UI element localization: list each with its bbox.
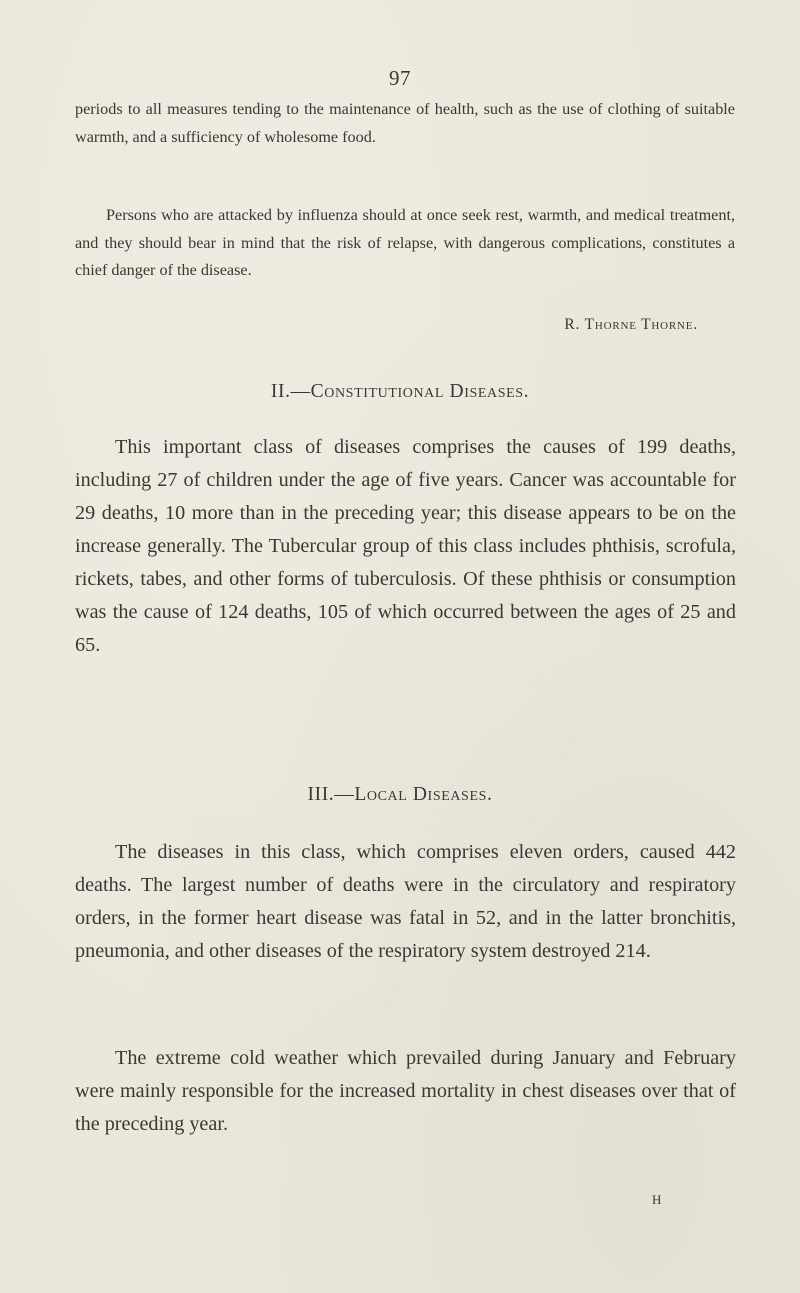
printer-signature-mark: H: [652, 1192, 663, 1207]
intro-paragraph-continued: [75, 96, 735, 151]
paragraph-text: This important class of diseases comprises the causes of 199 deaths, including 27 of children under the age of five years. Cancer was accountable for 29 deaths, 10 more than in the preceding year; this disease appears to be on the increase generally. The Tubercular group of this class includes phthisis, scrofula, rickets, tabes, and other forms of tuberculosis. Of these phthisis or consumption was the cause of 124 deaths, 105 of which occurred between the ages of 25 and 65.: [75, 436, 736, 656]
section-constitutional-diseases-body: [75, 431, 736, 662]
intro-paragraph-influenza: [75, 202, 735, 285]
paragraph-text: The extreme cold weather which prevailed during January and February were mainly responsible for the increased mortality in chest diseases over that of the preceding year.: [75, 1047, 736, 1135]
paragraph-text: The diseases in this class, which comprises eleven orders, caused 442 deaths. The largest number of deaths were in the circulatory and respiratory orders, in the former heart disease was fatal in 52, and in the latter bronchitis, pneumonia, and other diseases of the respiratory system destroyed 214.: [75, 841, 736, 962]
paragraph-text: periods to all measures tending to the maintenance of health, such as the use of clothing of suitable warmth, and a sufficiency of wholesome food.: [75, 100, 735, 146]
page-number: 97: [389, 66, 411, 90]
author-signature: R. Thorne Thorne.: [564, 316, 698, 333]
paragraph-text: Persons who are attacked by influenza should at once seek rest, warmth, and medical treatment, and they should bear in mind that the risk of relapse, with dangerous complications, constitutes a chief danger of the disease.: [75, 206, 735, 279]
section-local-diseases-body: [75, 836, 736, 968]
section-local-diseases-weather-paragraph: [75, 1042, 736, 1141]
section-heading-constitutional-diseases: II.—Constitutional Diseases.: [270, 381, 530, 402]
section-heading-local-diseases: III.—Local Diseases.: [307, 784, 493, 805]
